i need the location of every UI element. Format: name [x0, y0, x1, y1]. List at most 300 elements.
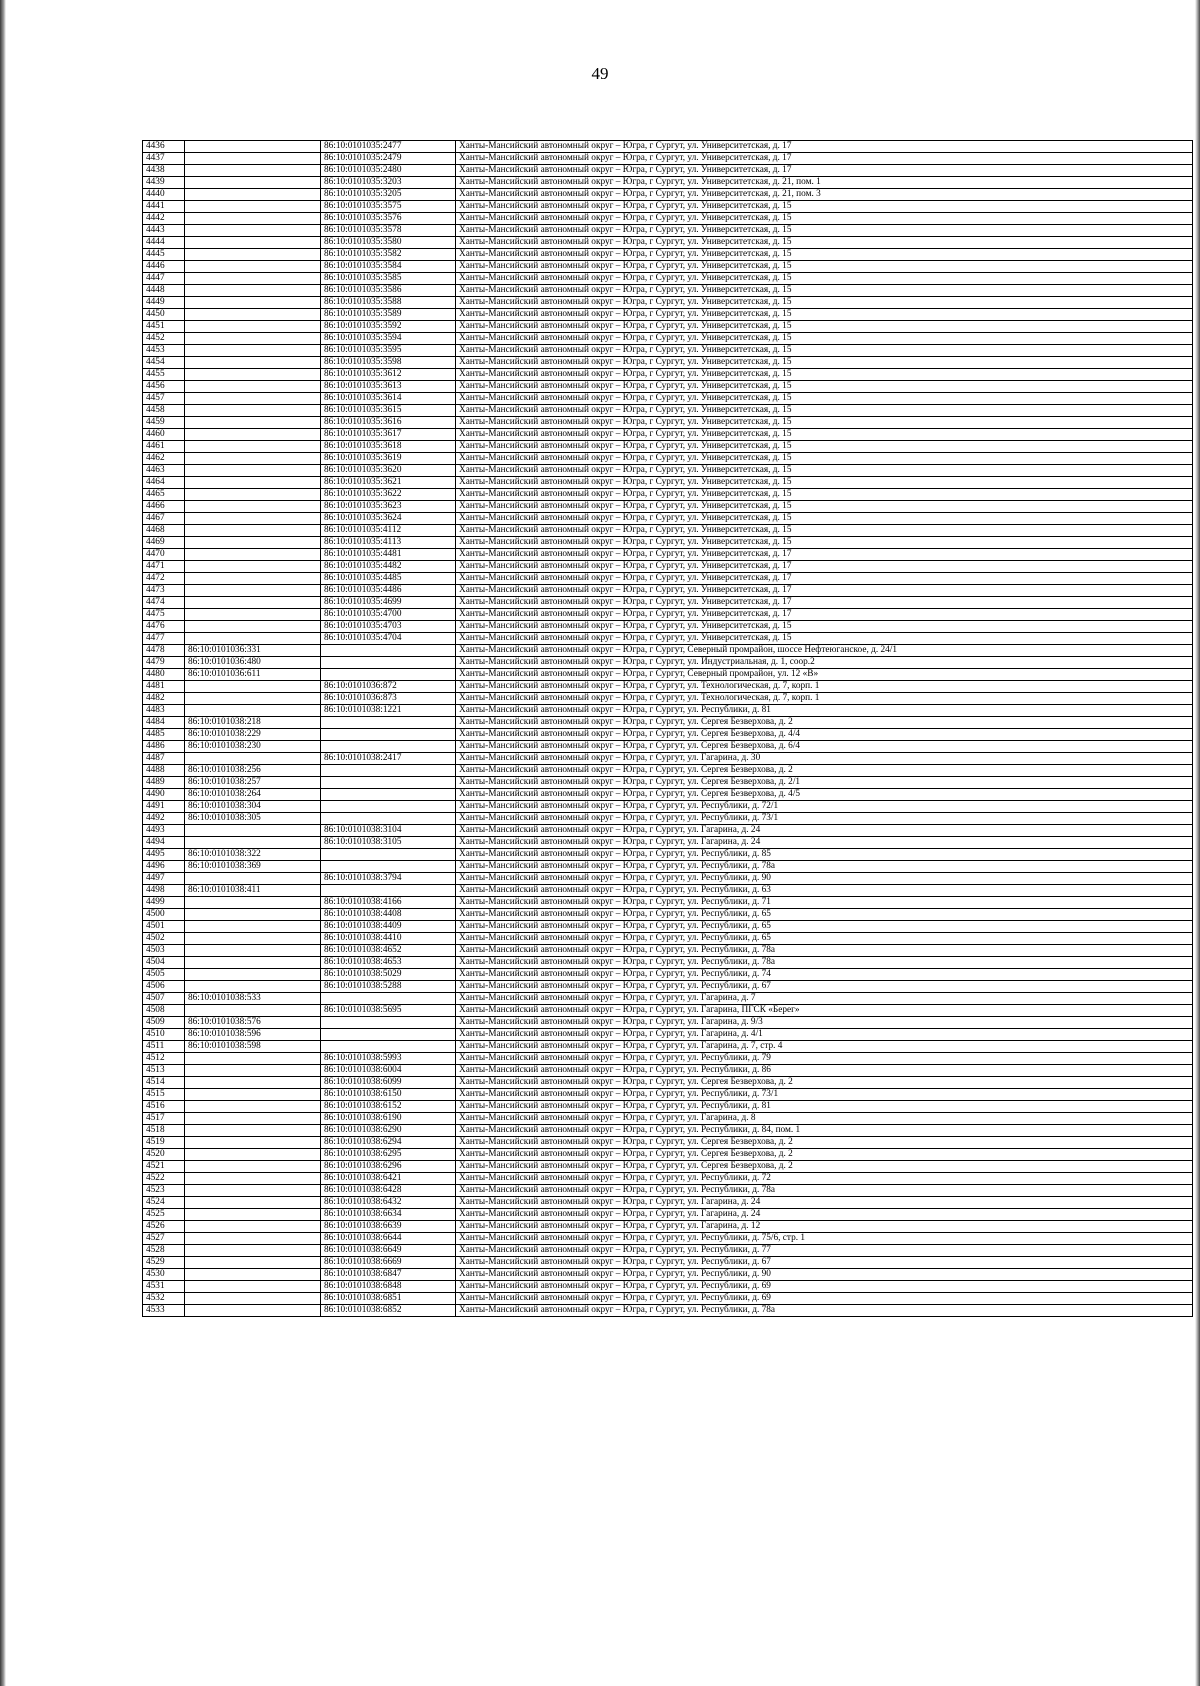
address-cell: Ханты-Мансийский автономный округ – Югра, г Сургут, ул. Университетская, д. 17	[456, 609, 1193, 621]
land-cadastral-number-cell	[185, 1221, 321, 1233]
address-cell: Ханты-Мансийский автономный округ – Югра, г Сургут, Северный промрайон, ул. 12 «В»	[456, 669, 1193, 681]
land-cadastral-number-cell	[185, 957, 321, 969]
building-cadastral-number-cell: 86:10:0101038:6290	[321, 1125, 456, 1137]
land-cadastral-number-cell	[185, 501, 321, 513]
row-number-cell: 4510	[143, 1029, 185, 1041]
table-row	[143, 1197, 1193, 1209]
address-cell: Ханты-Мансийский автономный округ – Югра, г Сургут, ул. Университетская, д. 15	[456, 621, 1193, 633]
row-number-cell: 4490	[143, 789, 185, 801]
address-cell: Ханты-Мансийский автономный округ – Югра, г Сургут, ул. Университетская, д. 17	[456, 573, 1193, 585]
address-cell: Ханты-Мансийский автономный округ – Югра, г Сургут, ул. Университетская, д. 17	[456, 549, 1193, 561]
row-number-cell: 4497	[143, 873, 185, 885]
row-number-cell: 4502	[143, 933, 185, 945]
row-number-cell: 4501	[143, 921, 185, 933]
land-cadastral-number-cell	[185, 429, 321, 441]
table-row	[143, 561, 1193, 573]
land-cadastral-number-cell	[185, 465, 321, 477]
land-cadastral-number-cell	[185, 489, 321, 501]
row-number-cell: 4464	[143, 477, 185, 489]
address-cell: Ханты-Мансийский автономный округ – Югра, г Сургут, ул. Университетская, д. 17	[456, 597, 1193, 609]
table-row	[143, 549, 1193, 561]
land-cadastral-number-cell	[185, 297, 321, 309]
land-cadastral-number-cell	[185, 825, 321, 837]
address-cell: Ханты-Мансийский автономный округ – Югра, г Сургут, ул. Гагарина, ПГСК «Берег»	[456, 1005, 1193, 1017]
land-cadastral-number-cell: 86:10:0101036:611	[185, 669, 321, 681]
row-number-cell: 4511	[143, 1041, 185, 1053]
building-cadastral-number-cell: 86:10:0101035:3586	[321, 285, 456, 297]
table-row	[143, 993, 1193, 1005]
building-cadastral-number-cell: 86:10:0101038:6852	[321, 1305, 456, 1317]
building-cadastral-number-cell	[321, 993, 456, 1005]
land-cadastral-number-cell	[185, 285, 321, 297]
land-cadastral-number-cell	[185, 753, 321, 765]
table-row	[143, 1245, 1193, 1257]
land-cadastral-number-cell: 86:10:0101038:305	[185, 813, 321, 825]
address-cell: Ханты-Мансийский автономный округ – Югра, г Сургут, ул. Университетская, д. 17	[456, 585, 1193, 597]
table-row	[143, 1185, 1193, 1197]
land-cadastral-number-cell	[185, 1149, 321, 1161]
table-row	[143, 405, 1193, 417]
building-cadastral-number-cell: 86:10:0101035:3589	[321, 309, 456, 321]
table-row	[143, 1173, 1193, 1185]
land-cadastral-number-cell	[185, 141, 321, 153]
building-cadastral-number-cell: 86:10:0101036:872	[321, 681, 456, 693]
land-cadastral-number-cell	[185, 333, 321, 345]
land-cadastral-number-cell	[185, 321, 321, 333]
building-cadastral-number-cell: 86:10:0101035:3614	[321, 393, 456, 405]
row-number-cell: 4492	[143, 813, 185, 825]
row-number-cell: 4529	[143, 1257, 185, 1269]
row-number-cell: 4472	[143, 573, 185, 585]
building-cadastral-number-cell	[321, 885, 456, 897]
row-number-cell: 4506	[143, 981, 185, 993]
address-cell: Ханты-Мансийский автономный округ – Югра, г Сургут, ул. Университетская, д. 15	[456, 417, 1193, 429]
table-row	[143, 873, 1193, 885]
table-row	[143, 765, 1193, 777]
building-cadastral-number-cell	[321, 765, 456, 777]
building-cadastral-number-cell: 86:10:0101035:3594	[321, 333, 456, 345]
building-cadastral-number-cell: 86:10:0101035:3203	[321, 177, 456, 189]
table-row	[143, 1017, 1193, 1029]
table-row	[143, 1113, 1193, 1125]
building-cadastral-number-cell: 86:10:0101035:3584	[321, 261, 456, 273]
row-number-cell: 4467	[143, 513, 185, 525]
address-cell: Ханты-Мансийский автономный округ – Югра, г Сургут, ул. Республики, д. 78а	[456, 1185, 1193, 1197]
address-cell: Ханты-Мансийский автономный округ – Югра, г Сургут, Северный промрайон, шоссе Нефтеюганское, д. 24/1	[456, 645, 1193, 657]
land-cadastral-number-cell	[185, 561, 321, 573]
address-cell: Ханты-Мансийский автономный округ – Югра, г Сургут, ул. Университетская, д. 15	[456, 261, 1193, 273]
address-cell: Ханты-Мансийский автономный округ – Югра, г Сургут, ул. Университетская, д. 15	[456, 429, 1193, 441]
row-number-cell: 4491	[143, 801, 185, 813]
address-cell: Ханты-Мансийский автономный округ – Югра, г Сургут, ул. Университетская, д. 15	[456, 393, 1193, 405]
address-cell: Ханты-Мансийский автономный округ – Югра, г Сургут, ул. Гагарина, д. 24	[456, 825, 1193, 837]
land-cadastral-number-cell	[185, 681, 321, 693]
table-row	[143, 1209, 1193, 1221]
building-cadastral-number-cell: 86:10:0101038:6294	[321, 1137, 456, 1149]
table-row	[143, 1161, 1193, 1173]
land-cadastral-number-cell	[185, 441, 321, 453]
address-cell: Ханты-Мансийский автономный округ – Югра, г Сургут, ул. Университетская, д. 15	[456, 297, 1193, 309]
row-number-cell: 4444	[143, 237, 185, 249]
table-row	[143, 861, 1193, 873]
land-cadastral-number-cell	[185, 1113, 321, 1125]
land-cadastral-number-cell	[185, 1161, 321, 1173]
land-cadastral-number-cell	[185, 201, 321, 213]
row-number-cell: 4451	[143, 321, 185, 333]
row-number-cell: 4466	[143, 501, 185, 513]
address-cell: Ханты-Мансийский автономный округ – Югра, г Сургут, ул. Университетская, д. 17	[456, 153, 1193, 165]
table-row	[143, 141, 1193, 153]
address-cell: Ханты-Мансийский автономный округ – Югра, г Сургут, ул. Университетская, д. 15	[456, 249, 1193, 261]
address-cell: Ханты-Мансийский автономный округ – Югра, г Сургут, ул. Республики, д. 78а	[456, 945, 1193, 957]
land-cadastral-number-cell	[185, 1305, 321, 1317]
land-cadastral-number-cell: 86:10:0101038:369	[185, 861, 321, 873]
row-number-cell: 4528	[143, 1245, 185, 1257]
land-cadastral-number-cell	[185, 1197, 321, 1209]
land-cadastral-number-cell	[185, 417, 321, 429]
table-row	[143, 537, 1193, 549]
building-cadastral-number-cell: 86:10:0101035:3619	[321, 453, 456, 465]
table-row	[143, 621, 1193, 633]
address-cell: Ханты-Мансийский автономный округ – Югра, г Сургут, ул. Республики, д. 65	[456, 921, 1193, 933]
land-cadastral-number-cell	[185, 873, 321, 885]
table-row	[143, 477, 1193, 489]
building-cadastral-number-cell: 86:10:0101035:3588	[321, 297, 456, 309]
address-cell: Ханты-Мансийский автономный округ – Югра, г Сургут, ул. Республики, д. 81	[456, 705, 1193, 717]
building-cadastral-number-cell: 86:10:0101038:3794	[321, 873, 456, 885]
row-number-cell: 4468	[143, 525, 185, 537]
row-number-cell: 4473	[143, 585, 185, 597]
address-cell: Ханты-Мансийский автономный округ – Югра, г Сургут, ул. Республики, д. 74	[456, 969, 1193, 981]
address-cell: Ханты-Мансийский автономный округ – Югра, г Сургут, ул. Университетская, д. 15	[456, 333, 1193, 345]
land-cadastral-number-cell	[185, 369, 321, 381]
row-number-cell: 4489	[143, 777, 185, 789]
table-row	[143, 273, 1193, 285]
land-cadastral-number-cell: 86:10:0101038:256	[185, 765, 321, 777]
table-row	[143, 909, 1193, 921]
address-cell: Ханты-Мансийский автономный округ – Югра, г Сургут, ул. Индустриальная, д. 1, соор.2	[456, 657, 1193, 669]
land-cadastral-number-cell	[185, 585, 321, 597]
land-cadastral-number-cell: 86:10:0101038:411	[185, 885, 321, 897]
table-row	[143, 201, 1193, 213]
table-row	[143, 297, 1193, 309]
building-cadastral-number-cell: 86:10:0101038:5993	[321, 1053, 456, 1065]
land-cadastral-number-cell	[185, 1053, 321, 1065]
table-row	[143, 897, 1193, 909]
row-number-cell: 4513	[143, 1065, 185, 1077]
building-cadastral-number-cell: 86:10:0101035:3620	[321, 465, 456, 477]
row-number-cell: 4440	[143, 189, 185, 201]
table-row	[143, 717, 1193, 729]
address-cell: Ханты-Мансийский автономный округ – Югра, г Сургут, ул. Университетская, д. 15	[456, 381, 1193, 393]
table-row	[143, 849, 1193, 861]
table-row	[143, 573, 1193, 585]
address-cell: Ханты-Мансийский автономный округ – Югра, г Сургут, ул. Республики, д. 73/1	[456, 813, 1193, 825]
row-number-cell: 4487	[143, 753, 185, 765]
table-row	[143, 1281, 1193, 1293]
row-number-cell: 4498	[143, 885, 185, 897]
address-cell: Ханты-Мансийский автономный округ – Югра, г Сургут, ул. Университетская, д. 15	[456, 525, 1193, 537]
table-row	[143, 609, 1193, 621]
row-number-cell: 4508	[143, 1005, 185, 1017]
building-cadastral-number-cell	[321, 645, 456, 657]
building-cadastral-number-cell: 86:10:0101035:4485	[321, 573, 456, 585]
address-cell: Ханты-Мансийский автономный округ – Югра, г Сургут, ул. Сергея Безверхова, д. 2	[456, 765, 1193, 777]
land-cadastral-number-cell	[185, 573, 321, 585]
address-cell: Ханты-Мансийский автономный округ – Югра, г Сургут, ул. Сергея Безверхова, д. 4/4	[456, 729, 1193, 741]
building-cadastral-number-cell: 86:10:0101035:4699	[321, 597, 456, 609]
address-cell: Ханты-Мансийский автономный округ – Югра, г Сургут, ул. Республики, д. 78а	[456, 957, 1193, 969]
address-cell: Ханты-Мансийский автономный округ – Югра, г Сургут, ул. Республики, д. 90	[456, 1269, 1193, 1281]
table-row	[143, 489, 1193, 501]
address-cell: Ханты-Мансийский автономный округ – Югра, г Сургут, ул. Университетская, д. 21, пом. 3	[456, 189, 1193, 201]
row-number-cell: 4515	[143, 1089, 185, 1101]
row-number-cell: 4518	[143, 1125, 185, 1137]
building-cadastral-number-cell	[321, 729, 456, 741]
land-cadastral-number-cell	[185, 153, 321, 165]
registry-table-body	[143, 141, 1193, 1317]
row-number-cell: 4504	[143, 957, 185, 969]
address-cell: Ханты-Мансийский автономный округ – Югра, г Сургут, ул. Гагарина, д. 7, стр. 4	[456, 1041, 1193, 1053]
building-cadastral-number-cell	[321, 789, 456, 801]
address-cell: Ханты-Мансийский автономный округ – Югра, г Сургут, ул. Республики, д. 69	[456, 1281, 1193, 1293]
land-cadastral-number-cell	[185, 1077, 321, 1089]
address-cell: Ханты-Мансийский автономный округ – Югра, г Сургут, ул. Республики, д. 72	[456, 1173, 1193, 1185]
land-cadastral-number-cell	[185, 981, 321, 993]
building-cadastral-number-cell: 86:10:0101035:3623	[321, 501, 456, 513]
building-cadastral-number-cell: 86:10:0101035:4703	[321, 621, 456, 633]
row-number-cell: 4527	[143, 1233, 185, 1245]
building-cadastral-number-cell	[321, 861, 456, 873]
row-number-cell: 4469	[143, 537, 185, 549]
row-number-cell: 4457	[143, 393, 185, 405]
row-number-cell: 4512	[143, 1053, 185, 1065]
row-number-cell: 4523	[143, 1185, 185, 1197]
table-row	[143, 393, 1193, 405]
address-cell: Ханты-Мансийский автономный округ – Югра, г Сургут, ул. Университетская, д. 15	[456, 357, 1193, 369]
table-row	[143, 885, 1193, 897]
land-cadastral-number-cell	[185, 357, 321, 369]
row-number-cell: 4449	[143, 297, 185, 309]
table-row	[143, 681, 1193, 693]
row-number-cell: 4454	[143, 357, 185, 369]
building-cadastral-number-cell: 86:10:0101035:4704	[321, 633, 456, 645]
building-cadastral-number-cell: 86:10:0101035:3592	[321, 321, 456, 333]
table-row	[143, 969, 1193, 981]
address-cell: Ханты-Мансийский автономный округ – Югра, г Сургут, ул. Республики, д. 67	[456, 981, 1193, 993]
building-cadastral-number-cell: 86:10:0101035:3582	[321, 249, 456, 261]
table-row	[143, 417, 1193, 429]
row-number-cell: 4519	[143, 1137, 185, 1149]
table-row	[143, 381, 1193, 393]
building-cadastral-number-cell	[321, 741, 456, 753]
address-cell: Ханты-Мансийский автономный округ – Югра, г Сургут, ул. Гагарина, д. 12	[456, 1221, 1193, 1233]
land-cadastral-number-cell	[185, 273, 321, 285]
row-number-cell: 4458	[143, 405, 185, 417]
row-number-cell: 4505	[143, 969, 185, 981]
building-cadastral-number-cell: 86:10:0101035:4486	[321, 585, 456, 597]
building-cadastral-number-cell: 86:10:0101035:3624	[321, 513, 456, 525]
land-cadastral-number-cell	[185, 1089, 321, 1101]
row-number-cell: 4441	[143, 201, 185, 213]
table-row	[143, 813, 1193, 825]
row-number-cell: 4478	[143, 645, 185, 657]
building-cadastral-number-cell: 86:10:0101038:5288	[321, 981, 456, 993]
land-cadastral-number-cell	[185, 525, 321, 537]
table-row	[143, 669, 1193, 681]
row-number-cell: 4438	[143, 165, 185, 177]
table-row	[143, 1233, 1193, 1245]
table-row	[143, 777, 1193, 789]
table-row	[143, 1101, 1193, 1113]
address-cell: Ханты-Мансийский автономный округ – Югра, г Сургут, ул. Сергея Безверхова, д. 2	[456, 1077, 1193, 1089]
address-cell: Ханты-Мансийский автономный округ – Югра, г Сургут, ул. Республики, д. 65	[456, 909, 1193, 921]
table-row	[143, 261, 1193, 273]
building-cadastral-number-cell: 86:10:0101035:3618	[321, 441, 456, 453]
table-row	[143, 309, 1193, 321]
building-cadastral-number-cell: 86:10:0101035:2479	[321, 153, 456, 165]
building-cadastral-number-cell	[321, 717, 456, 729]
land-cadastral-number-cell	[185, 1245, 321, 1257]
building-cadastral-number-cell: 86:10:0101035:3578	[321, 225, 456, 237]
row-number-cell: 4517	[143, 1113, 185, 1125]
address-cell: Ханты-Мансийский автономный округ – Югра, г Сургут, ул. Сергея Безверхова, д. 2	[456, 1161, 1193, 1173]
row-number-cell: 4503	[143, 945, 185, 957]
row-number-cell: 4480	[143, 669, 185, 681]
land-cadastral-number-cell	[185, 381, 321, 393]
building-cadastral-number-cell: 86:10:0101038:6190	[321, 1113, 456, 1125]
building-cadastral-number-cell: 86:10:0101038:2417	[321, 753, 456, 765]
land-cadastral-number-cell	[185, 405, 321, 417]
land-cadastral-number-cell	[185, 237, 321, 249]
table-row	[143, 825, 1193, 837]
address-cell: Ханты-Мансийский автономный округ – Югра, г Сургут, ул. Технологическая, д. 7, корп. 1	[456, 693, 1193, 705]
table-row	[143, 237, 1193, 249]
land-cadastral-number-cell	[185, 897, 321, 909]
building-cadastral-number-cell	[321, 1041, 456, 1053]
row-number-cell: 4520	[143, 1149, 185, 1161]
building-cadastral-number-cell	[321, 849, 456, 861]
land-cadastral-number-cell	[185, 933, 321, 945]
land-cadastral-number-cell: 86:10:0101038:304	[185, 801, 321, 813]
land-cadastral-number-cell: 86:10:0101038:218	[185, 717, 321, 729]
row-number-cell: 4525	[143, 1209, 185, 1221]
land-cadastral-number-cell	[185, 633, 321, 645]
row-number-cell: 4483	[143, 705, 185, 717]
row-number-cell: 4531	[143, 1281, 185, 1293]
land-cadastral-number-cell	[185, 537, 321, 549]
land-cadastral-number-cell: 86:10:0101038:230	[185, 741, 321, 753]
building-cadastral-number-cell: 86:10:0101035:3595	[321, 345, 456, 357]
address-cell: Ханты-Мансийский автономный округ – Югра, г Сургут, ул. Сергея Безверхова, д. 2	[456, 1137, 1193, 1149]
row-number-cell: 4445	[143, 249, 185, 261]
land-cadastral-number-cell: 86:10:0101036:480	[185, 657, 321, 669]
address-cell: Ханты-Мансийский автономный округ – Югра, г Сургут, ул. Университетская, д. 15	[456, 237, 1193, 249]
land-cadastral-number-cell: 86:10:0101036:331	[185, 645, 321, 657]
row-number-cell: 4470	[143, 549, 185, 561]
building-cadastral-number-cell	[321, 1017, 456, 1029]
building-cadastral-number-cell: 86:10:0101035:3615	[321, 405, 456, 417]
building-cadastral-number-cell: 86:10:0101038:6004	[321, 1065, 456, 1077]
building-cadastral-number-cell: 86:10:0101035:4481	[321, 549, 456, 561]
address-cell: Ханты-Мансийский автономный округ – Югра, г Сургут, ул. Гагарина, д. 8	[456, 1113, 1193, 1125]
building-cadastral-number-cell: 86:10:0101038:6099	[321, 1077, 456, 1089]
row-number-cell: 4500	[143, 909, 185, 921]
address-cell: Ханты-Мансийский автономный округ – Югра, г Сургут, ул. Республики, д. 90	[456, 873, 1193, 885]
land-cadastral-number-cell	[185, 1233, 321, 1245]
address-cell: Ханты-Мансийский автономный округ – Югра, г Сургут, ул. Университетская, д. 15	[456, 201, 1193, 213]
address-cell: Ханты-Мансийский автономный округ – Югра, г Сургут, ул. Республики, д. 79	[456, 1053, 1193, 1065]
row-number-cell: 4455	[143, 369, 185, 381]
address-cell: Ханты-Мансийский автономный округ – Югра, г Сургут, ул. Республики, д. 72/1	[456, 801, 1193, 813]
row-number-cell: 4514	[143, 1077, 185, 1089]
row-number-cell: 4462	[143, 453, 185, 465]
table-row	[143, 525, 1193, 537]
table-row	[143, 1089, 1193, 1101]
address-cell: Ханты-Мансийский автономный округ – Югра, г Сургут, ул. Республики, д. 86	[456, 1065, 1193, 1077]
address-cell: Ханты-Мансийский автономный округ – Югра, г Сургут, ул. Университетская, д. 15	[456, 513, 1193, 525]
scan-edge-left	[0, 0, 6, 1686]
land-cadastral-number-cell	[185, 921, 321, 933]
land-cadastral-number-cell	[185, 1065, 321, 1077]
address-cell: Ханты-Мансийский автономный округ – Югра, г Сургут, ул. Гагарина, д. 7	[456, 993, 1193, 1005]
table-row	[143, 753, 1193, 765]
table-row	[143, 333, 1193, 345]
table-row	[143, 801, 1193, 813]
building-cadastral-number-cell: 86:10:0101038:6295	[321, 1149, 456, 1161]
address-cell: Ханты-Мансийский автономный округ – Югра, г Сургут, ул. Университетская, д. 17	[456, 141, 1193, 153]
table-row	[143, 165, 1193, 177]
building-cadastral-number-cell: 86:10:0101036:873	[321, 693, 456, 705]
table-row	[143, 1137, 1193, 1149]
land-cadastral-number-cell: 86:10:0101038:576	[185, 1017, 321, 1029]
row-number-cell: 4499	[143, 897, 185, 909]
scan-edge-right	[1195, 0, 1200, 1686]
building-cadastral-number-cell: 86:10:0101035:3622	[321, 489, 456, 501]
table-row	[143, 1005, 1193, 1017]
land-cadastral-number-cell	[185, 477, 321, 489]
land-cadastral-number-cell	[185, 1257, 321, 1269]
table-row	[143, 1293, 1193, 1305]
land-cadastral-number-cell	[185, 549, 321, 561]
address-cell: Ханты-Мансийский автономный округ – Югра, г Сургут, ул. Университетская, д. 15	[456, 309, 1193, 321]
building-cadastral-number-cell: 86:10:0101035:4700	[321, 609, 456, 621]
table-row	[143, 693, 1193, 705]
row-number-cell: 4471	[143, 561, 185, 573]
building-cadastral-number-cell: 86:10:0101038:6851	[321, 1293, 456, 1305]
table-row	[143, 1029, 1193, 1041]
address-cell: Ханты-Мансийский автономный округ – Югра, г Сургут, ул. Сергея Безверхова, д. 6/4	[456, 741, 1193, 753]
row-number-cell: 4482	[143, 693, 185, 705]
table-row	[143, 1041, 1193, 1053]
building-cadastral-number-cell: 86:10:0101038:4166	[321, 897, 456, 909]
table-row	[143, 1257, 1193, 1269]
row-number-cell: 4453	[143, 345, 185, 357]
address-cell: Ханты-Мансийский автономный округ – Югра, г Сургут, ул. Гагарина, д. 4/1	[456, 1029, 1193, 1041]
building-cadastral-number-cell: 86:10:0101038:6150	[321, 1089, 456, 1101]
row-number-cell: 4446	[143, 261, 185, 273]
land-cadastral-number-cell	[185, 969, 321, 981]
row-number-cell: 4481	[143, 681, 185, 693]
table-row	[143, 741, 1193, 753]
address-cell: Ханты-Мансийский автономный округ – Югра, г Сургут, ул. Университетская, д. 15	[456, 213, 1193, 225]
row-number-cell: 4485	[143, 729, 185, 741]
land-cadastral-number-cell	[185, 177, 321, 189]
row-number-cell: 4465	[143, 489, 185, 501]
building-cadastral-number-cell: 86:10:0101035:3585	[321, 273, 456, 285]
address-cell: Ханты-Мансийский автономный округ – Югра, г Сургут, ул. Республики, д. 75/6, стр. 1	[456, 1233, 1193, 1245]
land-cadastral-number-cell	[185, 225, 321, 237]
